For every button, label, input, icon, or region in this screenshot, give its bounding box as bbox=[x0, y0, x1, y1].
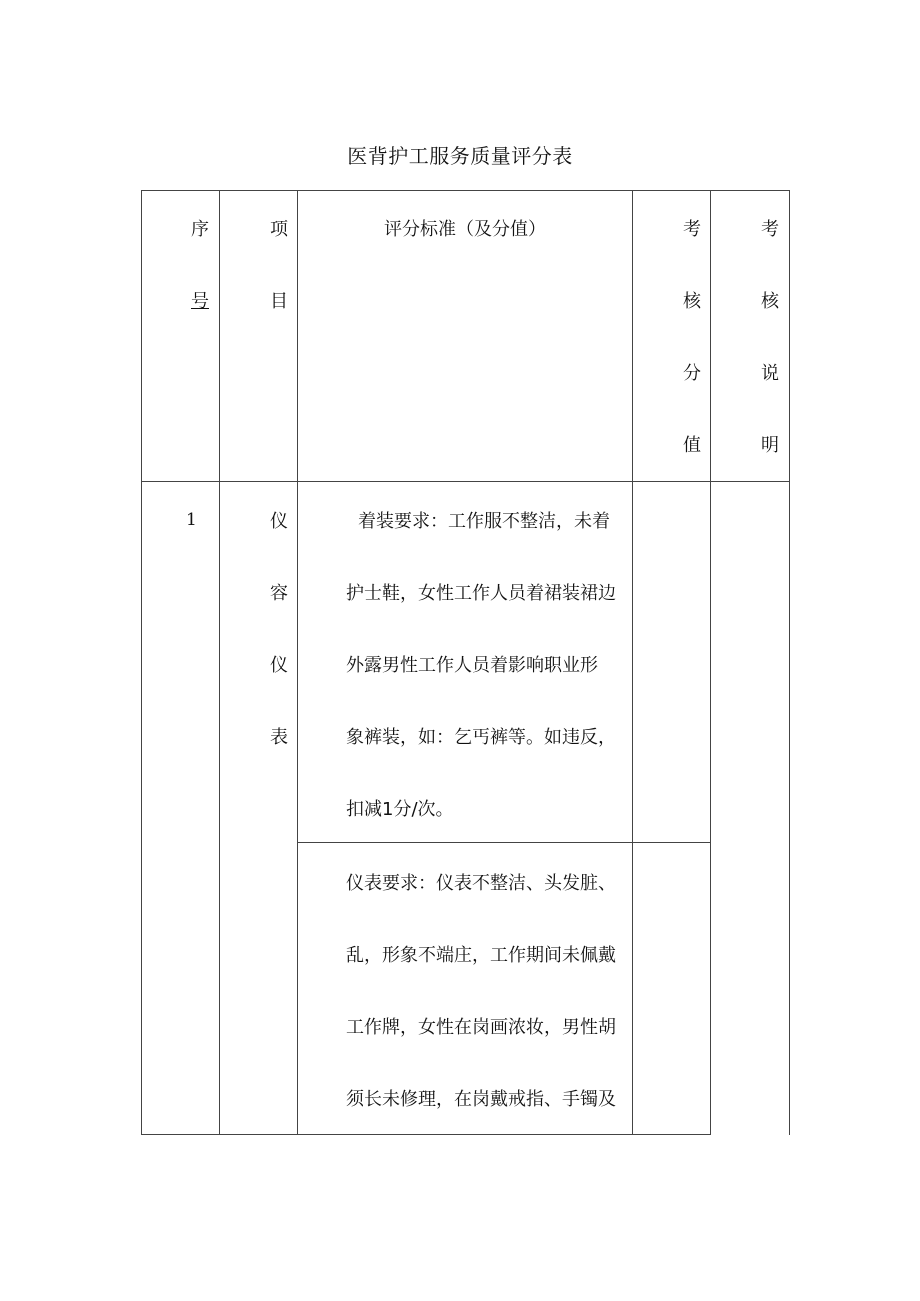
col-border-item bbox=[297, 190, 298, 1135]
header-item: 项 目 bbox=[270, 219, 288, 312]
header-seq: 序 号 bbox=[191, 219, 209, 312]
header-criteria: 评分标准（及分值） bbox=[384, 219, 546, 240]
col-border-left bbox=[141, 190, 142, 1135]
row-seq: 1 bbox=[186, 510, 197, 530]
table-top-border bbox=[141, 190, 790, 191]
note-cell-empty bbox=[711, 482, 789, 1134]
criteria-appearance: 仪表要求：仪表不整洁、头发脏、 乱，形象不端庄，工作期间未佩戴 工作牌，女性在岗画浓妆，男性胡 须长未修理，在岗戴戒指、手镯及 bbox=[346, 873, 616, 1110]
row-item: 仪 容 仪 表 bbox=[270, 511, 288, 748]
page-title: 医背护工服务质量评分表 bbox=[347, 144, 573, 168]
header-score: 考 核 分 值 bbox=[683, 219, 701, 456]
col-border-seq bbox=[219, 190, 220, 1135]
score-cell-empty bbox=[633, 482, 710, 1134]
col-border-right bbox=[789, 190, 790, 1135]
criteria-dress: 着装要求：工作服不整洁，未着 护士鞋，女性工作人员着裙装裙边 外露男性工作人员着影响职业形 象裤装，如：乞丐裤等。如违反， 扣减1分/次。 bbox=[346, 511, 616, 820]
header-note: 考 核 说 明 bbox=[761, 219, 779, 456]
